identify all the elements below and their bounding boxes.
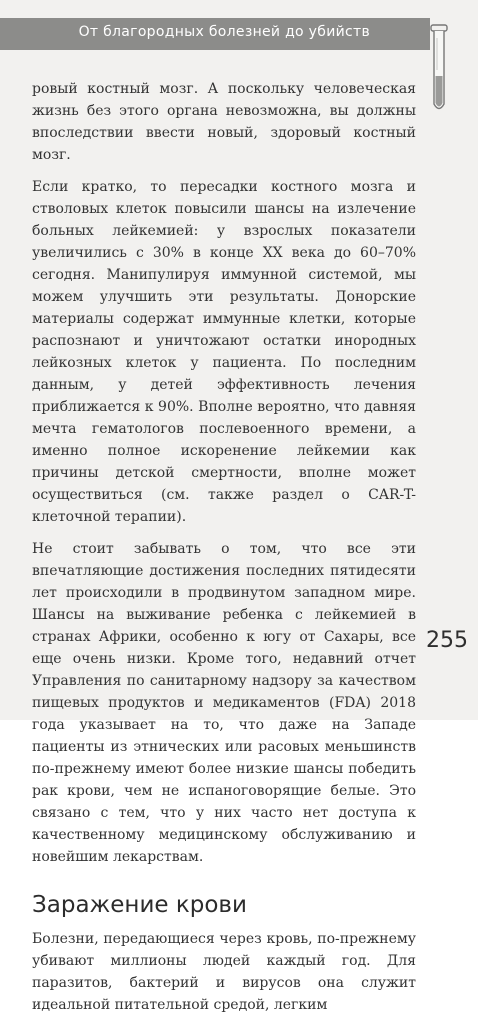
paragraph: Если кратко, то пересадки костного мозга и стволовых клеток повысили шансы на излечение больных лейкемией: у взрослых показатели увеличились с 30% в конце XX века до 60–70% сегодня. Манипулируя иммунной системой, мы можем улучшить эти результаты. Донорские материалы содержат иммунные клетки, которые распознают и уничтожают остатки инородных лейкозных клеток у пациента. По последним данным, у детей эффективность лечения приближается к 90%. Вполне вероятно, что давняя мечта гематологов послевоенного времени, а именно полное искоренение лейкемии как причины детской смертности, вполне может осуществиться (см. также раздел о CAR-T-клеточной терапии). (32, 179, 416, 525)
test-tube-icon (430, 24, 448, 114)
paragraph: Болезни, передающиеся через кровь, по-прежнему убивают миллионы людей каждый год. Для паразитов, бактерий и вирусов она служит идеальной питательной средой, легким (32, 931, 416, 1013)
running-header-bar (0, 18, 430, 50)
page-body (32, 78, 416, 1026)
page-number: 255 (426, 628, 468, 653)
paragraph: ровый костный мозг. А поскольку человеческая жизнь без этого органа невозможна, вы должны впоследствии ввести новый, здоровый костный мозг. (32, 81, 416, 163)
section-heading: Заражение крови (32, 892, 247, 918)
running-header-title: От благородных болезней до убийств (78, 24, 370, 40)
paragraph: Не стоит забывать о том, что все эти впечатляющие достижения последних пятидесяти лет происходили в продвинутом западном мире. Шансы на выживание ребенка с лейкемией в странах Африки, особенно к югу от Сахары, все еще очень низки. Кроме того, недавний отчет Управления по санитарному надзору за качеством пищевых продуктов и медикаментов (FDA) 2018 года указывает на то, что даже на Западе пациенты из этнических или расовых меньшинств по-прежнему имеют более низкие шансы победить рак крови, чем не испаноговорящие белые. Это связано с тем, что у них часто нет доступа к качественному медицинскому обслуживанию и новейшим лекарствам. (32, 541, 416, 865)
